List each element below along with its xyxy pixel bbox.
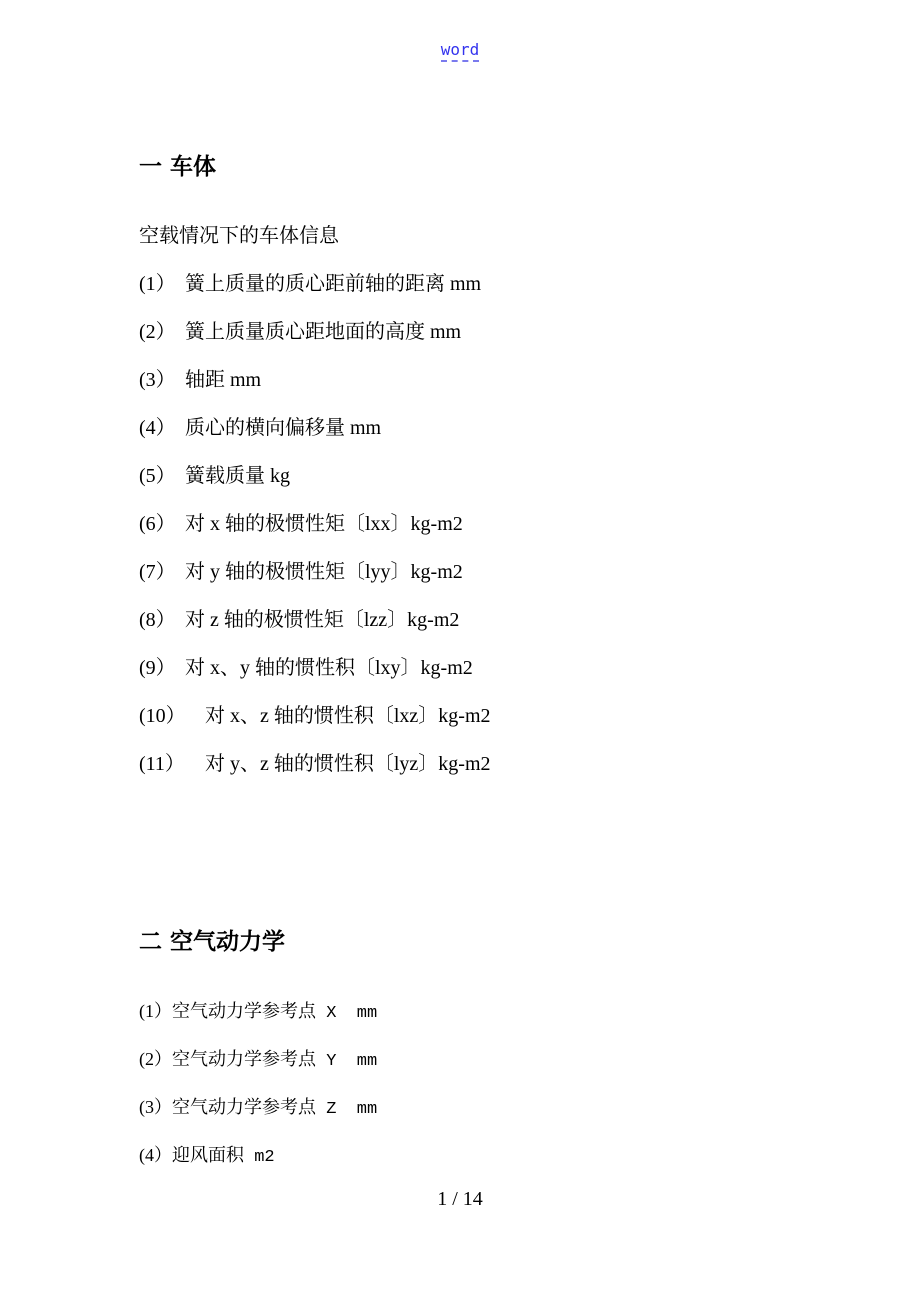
- list-item: [139, 560, 463, 584]
- item-text: 迎风面积: [172, 1145, 244, 1165]
- list-item: [139, 272, 481, 296]
- list-item: [139, 416, 381, 440]
- list-item: [139, 656, 473, 680]
- item-text: 空气动力学参考点: [172, 1049, 316, 1069]
- item-number: (2）: [139, 321, 176, 343]
- item-number: (2）: [139, 1049, 172, 1069]
- item-number: (4）: [139, 417, 176, 439]
- item-unit: m2: [244, 1148, 275, 1167]
- item-text: 空气动力学参考点: [172, 1097, 316, 1117]
- section1-heading: 一 车体: [139, 154, 217, 180]
- item-number: (3）: [139, 369, 176, 391]
- item-unit: X mm: [316, 1004, 378, 1023]
- item-text: 质心的横向偏移量 mm: [185, 417, 382, 439]
- item-unit: Y mm: [316, 1052, 378, 1071]
- item-text: 簧上质量质心距地面的高度 mm: [185, 321, 462, 343]
- item-number: (1）: [139, 1001, 172, 1021]
- list-item: [139, 320, 461, 344]
- item-unit: Z mm: [316, 1100, 378, 1119]
- header: [0, 40, 920, 60]
- item-number: (8）: [139, 609, 176, 631]
- list-item: [139, 464, 290, 488]
- item-text: 对 x 轴的极惯性矩〔lxx〕kg-m2: [185, 513, 463, 535]
- list-item: [139, 1095, 377, 1122]
- list-item: [139, 1047, 377, 1074]
- item-text: 对 z 轴的极惯性矩〔lzz〕kg-m2: [185, 609, 460, 631]
- item-number: (7）: [139, 561, 176, 583]
- item-text: 对 x、z 轴的惯性积〔lxz〕kg-m2: [205, 705, 491, 727]
- list-item: [139, 999, 377, 1026]
- item-number: (3）: [139, 1097, 172, 1117]
- item-number: (10）: [139, 705, 186, 727]
- section2-heading: 二 空气动力学: [139, 929, 286, 955]
- list-item: [139, 608, 459, 632]
- item-text: 对 x、y 轴的惯性积〔lxy〕kg-m2: [185, 657, 473, 679]
- item-number: (11）: [139, 753, 185, 775]
- section1-intro: 空载情况下的车体信息: [139, 225, 339, 247]
- list-item: [139, 368, 261, 392]
- item-text: 簧上质量的质心距前轴的距离 mm: [185, 273, 482, 295]
- item-number: (1）: [139, 273, 176, 295]
- item-text: 对 y 轴的极惯性矩〔lyy〕kg-m2: [185, 561, 463, 583]
- item-text: 轴距 mm: [185, 369, 262, 391]
- list-item: [139, 512, 463, 536]
- list-item: [139, 1143, 275, 1170]
- header-link[interactable]: word: [441, 40, 480, 62]
- item-text: 簧载质量 kg: [185, 465, 290, 487]
- item-text: 对 y、z 轴的惯性积〔lyz〕kg-m2: [205, 753, 491, 775]
- item-number: (9）: [139, 657, 176, 679]
- page-number: 1 / 14: [437, 1188, 483, 1210]
- item-number: (5）: [139, 465, 176, 487]
- item-number: (6）: [139, 513, 176, 535]
- list-item: [139, 752, 491, 776]
- item-number: (4）: [139, 1145, 172, 1165]
- list-item: [139, 704, 491, 728]
- item-text: 空气动力学参考点: [172, 1001, 316, 1021]
